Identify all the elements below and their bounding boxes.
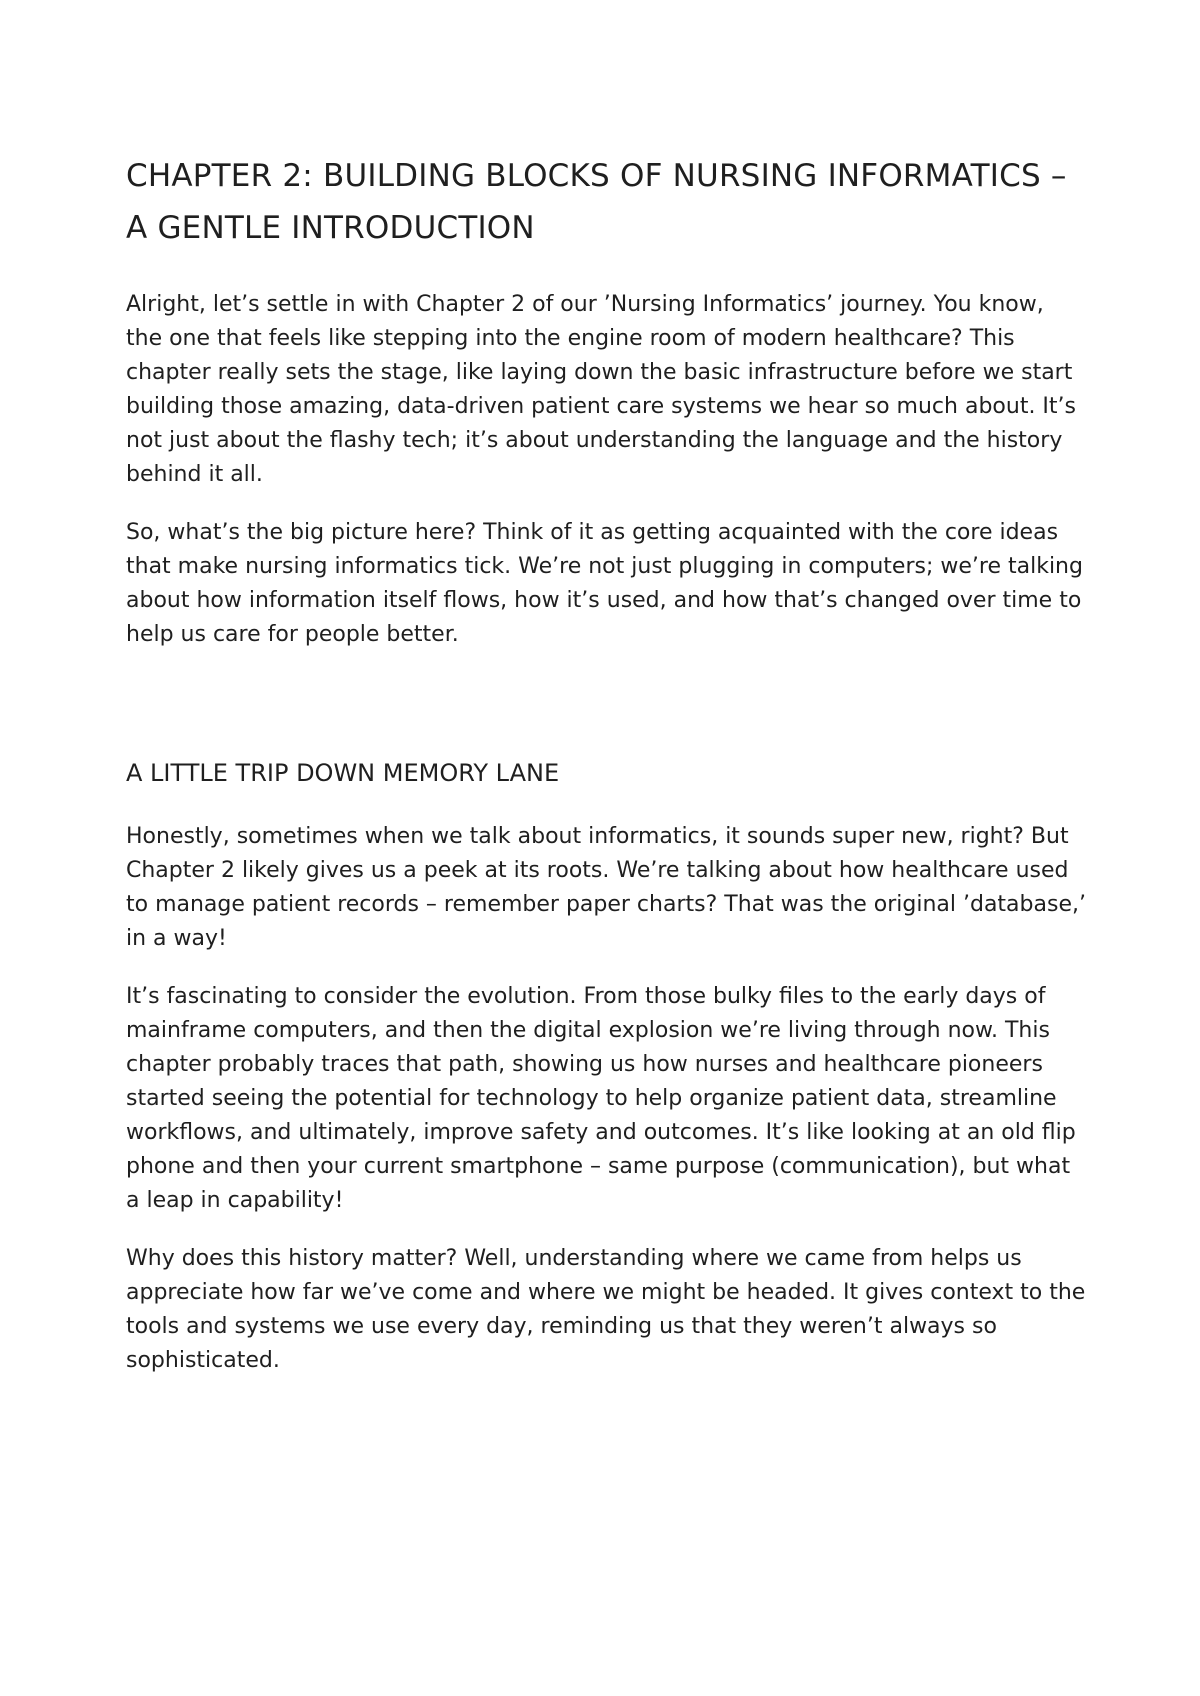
chapter-title: CHAPTER 2: BUILDING BLOCKS OF NURSING INFORMATICS – A GENTLE INTRODUCTION bbox=[126, 158, 1067, 246]
intro-paragraph-1: Alright, let’s settle in with Chapter 2 of our ’Nursing Informatics’ journey. You know, the one that feels like stepping into the engine room of modern healthcare? This chapter really sets the stage, like laying down the basic infrastructure before we start building those amazing, data-driven patient care systems we hear so much about. It’s not just about the flashy tech; it’s about understanding the language and the history behind it all. bbox=[126, 292, 1076, 487]
section-paragraph-1: Honestly, sometimes when we talk about informatics, it sounds super new, right? But Chapter 2 likely gives us a peek at its roots. We’re talking about how healthcare used to manage patient records – remember paper charts? That was the original ’database,’ in a way! bbox=[126, 824, 1086, 951]
section-title: A LITTLE TRIP DOWN MEMORY LANE bbox=[126, 759, 560, 787]
section-paragraph-2: It’s fascinating to consider the evolution. From those bulky files to the early days of mainframe computers, and then the digital explosion we’re living through now. This chapter probably traces that path, showing us how nurses and healthcare pioneers started seeing the potential for technology to help organize patient data, streamline workflows, and ultimately, improve safety and outcomes. It’s like looking at an old flip phone and then your current smartphone – same purpose (communication), but what a leap in capability! bbox=[126, 984, 1076, 1213]
document-page bbox=[126, 150, 1086, 1402]
section-paragraph-3: Why does this history matter? Well, understanding where we came from helps us appreciate how far we’ve come and where we might be headed. It gives context to the tools and systems we use every day, reminding us that they weren’t always so sophisticated. bbox=[126, 1246, 1086, 1373]
intro-paragraph-2: So, what’s the big picture here? Think of it as getting acquainted with the core ideas that make nursing informatics tick. We’re not just plugging in computers; we’re talking about how information itself flows, how it’s used, and how that’s changed over time to help us care for people better. bbox=[126, 520, 1083, 647]
